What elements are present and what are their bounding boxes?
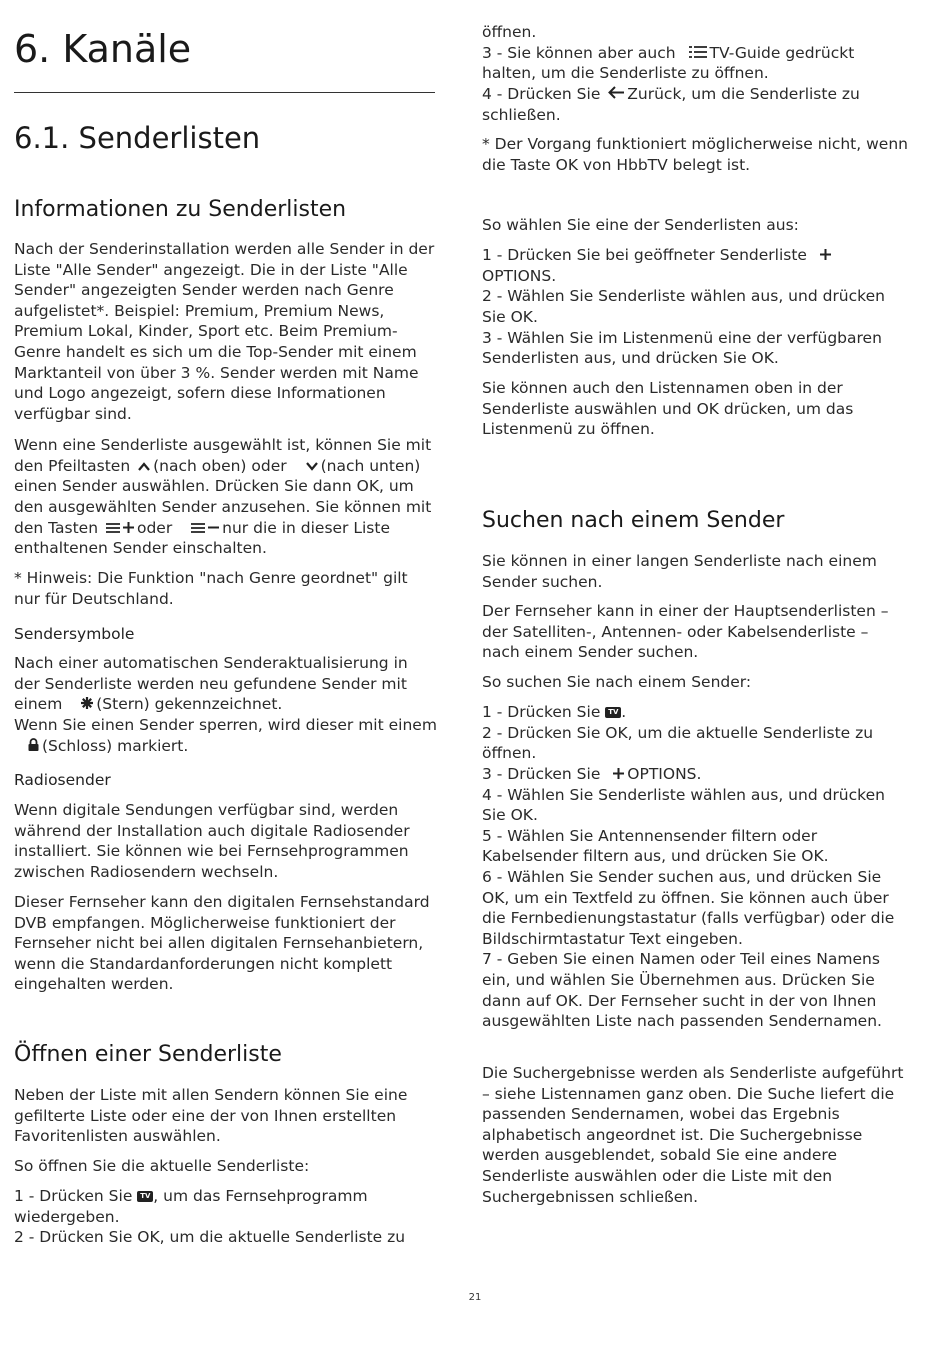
paragraph-steps-open	[14, 1186, 438, 1248]
text: Nach einer automatischen Senderaktualisierung in der Senderliste werden neu gefundene Sender mit einem	[14, 654, 408, 714]
text: 4 - Drücken Sie	[482, 84, 601, 103]
tv-icon: TV	[605, 707, 621, 718]
text: 6 - Wählen Sie Sender suchen aus, und drücken Sie OK, um ein Textfeld zu öffnen. Sie können auch über die Fernbedienungstastatur (falls verfügbar) oder die Bildschirmtastatur Text eingeben.	[482, 867, 895, 948]
plus-icon	[820, 245, 831, 266]
paragraph-arrows	[14, 435, 438, 559]
paragraph-gefiltert: Neben der Liste mit allen Sendern können Sie eine gefilterte Liste oder eine der von Ihnen erstellten Favoritenlisten auswählen.	[14, 1086, 408, 1146]
paragraph-suchergebnisse: Die Suchergebnisse werden als Senderliste aufgeführt – siehe Listennamen ganz oben. Die Suche liefert die passenden Sendernamen, wobei das Ergebnis alphabetisch angeordnet ist. Die Suchergebnisse werden ausgeblendet, sobald Sie eine andere Senderliste auswählen oder die Liste mit den Suchergebnissen schließen.	[482, 1064, 904, 1206]
paragraph-dvb: Dieser Fernseher kann den digitalen Fernsehstandard DVB empfangen. Möglicherweise funktioniert der Fernseher nicht bei allen digitalen Fernsehanbietern, wenn die Standardanforderungen nicht komplett eingehalten werden.	[14, 893, 430, 994]
plus-icon	[613, 764, 624, 785]
heading-oeffnen: Öffnen einer Senderliste	[14, 1042, 282, 1067]
subheading-sendersymbole: Sendersymbole	[14, 625, 135, 643]
text: 2 - Drücken Sie OK, um die aktuelle Senderliste zu öffnen.	[482, 723, 874, 763]
chevron-down-icon	[306, 456, 318, 477]
paragraph-hbbtv-note: * Der Vorgang funktioniert möglicherweise nicht, wenn die Taste OK von HbbTV belegt ist.	[482, 135, 908, 174]
text: Wenn eine Senderliste ausgewählt ist, können Sie mit den Pfeiltasten	[14, 436, 432, 475]
paragraph-hinweis: * Hinweis: Die Funktion "nach Genre geordnet" gilt nur für Deutschland.	[14, 569, 408, 608]
text: oder	[136, 518, 173, 537]
paragraph-lange-liste: Sie können in einer langen Senderliste nach einem Sender suchen.	[482, 552, 877, 591]
text: TV-Guide gedrückt halten, um die Senderliste zu öffnen.	[482, 43, 855, 83]
text: Wenn Sie einen Sender sperren, wird dieser mit einem	[14, 715, 437, 734]
text: (Schloss) markiert.	[42, 736, 189, 755]
plus-icon	[123, 518, 134, 539]
page-number: 21	[468, 1292, 482, 1303]
text: 3 - Sie können aber auch	[482, 43, 676, 62]
paragraph-steps-select	[482, 245, 908, 369]
lock-icon	[28, 736, 39, 757]
paragraph-hauptsenderlisten: Der Fernseher kann in einer der Hauptsenderlisten – der Satelliten-, Antennen- oder Kabelsenderliste – nach einem Sender suchen.	[482, 602, 889, 662]
text: 1 - Drücken Sie	[14, 1187, 133, 1205]
paragraph-info: Nach der Senderinstallation werden alle Sender in der Liste "Alle Sender" angezeigt. Die in der Liste "Alle Sender" angezeigten Sender werden nach Genre aufgelistet*. Beispiel: Premium, Premium News, Premium Lokal, Kinder, Sport etc. Beim Premium-Genre handelt es sich um die Top-Sender mit einem Marktanteil von über 3 %. Sender werden mit Name und Logo angezeigt, sofern diese Informationen verfügbar sind.	[14, 240, 435, 423]
text: 1 - Drücken Sie bei geöffneter Senderliste	[482, 246, 807, 264]
paragraph-listenname: Sie können auch den Listennamen oben in der Senderliste auswählen und OK drücken, um das Listenmenü zu öffnen.	[482, 379, 854, 439]
chevron-up-icon	[138, 456, 150, 477]
subheading-radiosender: Radiosender	[14, 771, 111, 789]
text: Zurück, um die Senderliste zu schließen.	[482, 84, 860, 124]
heading-info-senderlisten: Informationen zu Senderlisten	[14, 197, 347, 222]
list-icon	[191, 518, 205, 539]
paragraph-so-oeffnen: So öffnen Sie die aktuelle Senderliste:	[14, 1157, 310, 1175]
text: 7 - Geben Sie einen Namen oder Teil eines Namens ein, und wählen Sie Übernehmen aus. Drücken Sie dann auf OK. Der Fernseher sucht in der von Ihnen ausgewählten Liste nach passenden Sendernamen.	[482, 950, 882, 1031]
title-divider	[14, 92, 435, 93]
text: 2 - Drücken Sie OK, um die aktuelle Senderliste zu	[14, 1228, 406, 1247]
text: 3 - Drücken Sie	[482, 764, 601, 783]
tv-guide-icon	[689, 43, 707, 64]
text: öffnen.	[482, 23, 537, 41]
section-title: 6.1. Senderlisten	[14, 121, 261, 155]
paragraph-so-waehlen: So wählen Sie eine der Senderlisten aus:	[482, 216, 799, 234]
list-icon	[106, 518, 120, 539]
text: (nach oben) oder	[153, 456, 287, 475]
minus-icon	[208, 518, 219, 539]
text: (nach unten) einen Sender auswählen. Drücken Sie dann OK, um den ausgewählten Sender anzusehen. Sie können mit den Tasten	[14, 456, 432, 537]
text: , um das Fernsehprogramm wiedergeben.	[14, 1187, 368, 1226]
paragraph-sendersymbole	[14, 653, 438, 756]
chapter-title: 6. Kanäle	[14, 27, 192, 71]
text: nur die in dieser Liste enthaltenen Sender einschalten.	[14, 518, 390, 558]
paragraph-radiosender: Wenn digitale Sendungen verfügbar sind, werden während der Installation auch digitale Radiosender installiert. Sie können wie bei Fernsehprogrammen zwischen Radiosendern wechseln.	[14, 801, 410, 881]
back-arrow-icon	[608, 84, 624, 105]
star-icon	[81, 694, 93, 715]
paragraph-steps-cont	[482, 22, 908, 125]
text: 5 - Wählen Sie Antennensender filtern oder Kabelsender filtern aus, und drücken Sie OK.	[482, 826, 829, 866]
text: (Stern) gekennzeichnet.	[96, 695, 283, 714]
text: OPTIONS.	[627, 764, 702, 783]
heading-suchen: Suchen nach einem Sender	[482, 508, 785, 533]
paragraph-steps-search: 1 - Drücken Sie TV . 2 - Drücken Sie OK, um die aktuelle Senderliste zu öffnen. 3 - Drücken Sie OPTIONS. 4 - Wählen Sie Senderliste wählen aus, und drücken Sie OK. 5 - Wählen Sie Antennensender filtern oder Kabelsender filtern aus, und drücken Sie OK. 6 - Wählen Sie Sender suchen aus, und drücken Sie OK, um ein Textfeld zu öffnen. Sie können auch über die Fernbedienungstastatur (falls verfügbar) oder die Bildschirmtastatur Text eingeben. 7 - Geben Sie einen Namen oder Teil eines Namens ein, und wählen Sie Übernehmen aus. Drücken Sie dann auf OK. Der Fernseher sucht in der von Ihnen ausgewählten Liste nach passenden Sendernamen.	[482, 703, 895, 1031]
paragraph-so-suchen: So suchen Sie nach einem Sender:	[482, 673, 752, 691]
text: 4 - Wählen Sie Senderliste wählen aus, und drücken Sie OK.	[482, 785, 885, 825]
text: 3 - Wählen Sie im Listenmenü eine der verfügbaren Senderlisten aus, und drücken Sie OK.	[482, 328, 882, 368]
tv-icon: TV	[137, 1191, 153, 1202]
text: 2 - Wählen Sie Senderliste wählen aus, und drücken Sie OK.	[482, 287, 885, 326]
text: 1 - Drücken Sie	[482, 703, 601, 721]
text: OPTIONS.	[482, 266, 557, 285]
